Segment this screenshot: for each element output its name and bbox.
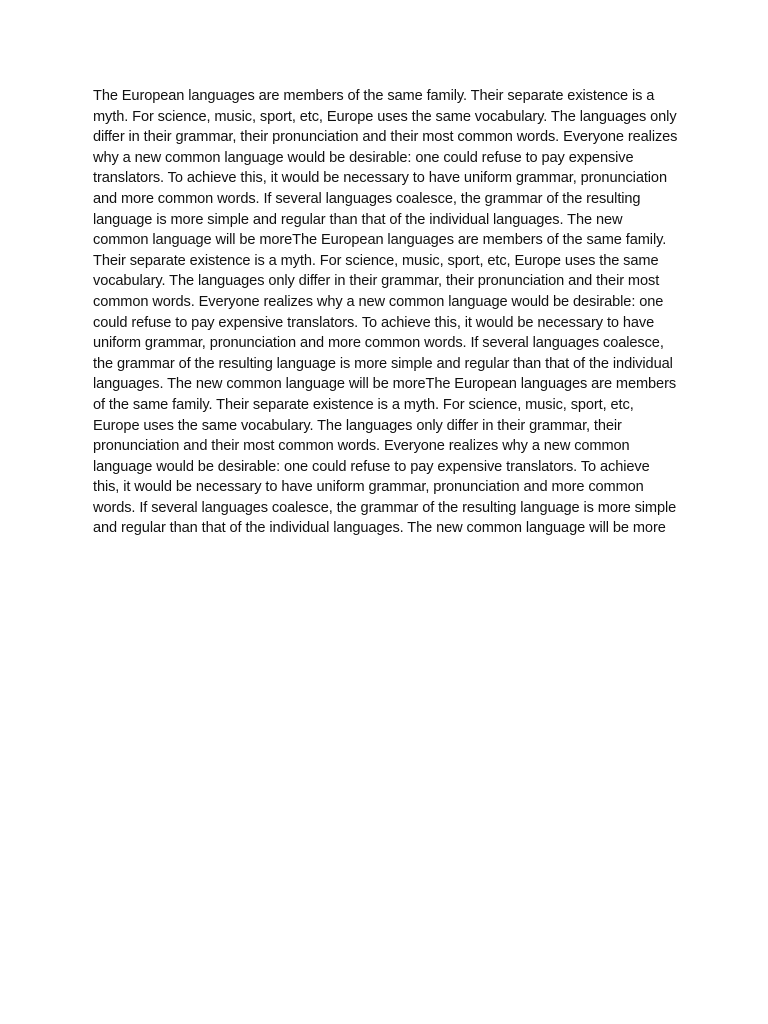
body-paragraph: The European languages are members of the same family. Their separate existence is a myth. For science, music, sport, etc, Europe uses the same vocabulary. The languages only differ in their grammar, their pronunciation and their most common words. Everyone realizes why a new common language would be desirable: one could refuse to pay expensive translators. To achieve this, it would be necessary to have uniform grammar, pronunciation and more common words. If several languages coalesce, the grammar of the resulting language is more simple and regular than that of the individual languages. The new common language will be moreThe European languages are members of the same family. Their separate existence is a myth. For science, music, sport, etc, Europe uses the same vocabulary. The languages only differ in their grammar, their pronunciation and their most common words. Everyone realizes why a new common language would be desirable: one could refuse to pay expensive translators. To achieve this, it would be necessary to have uniform grammar, pronunciation and more common words. If several languages coalesce, the grammar of the resulting language is more simple and regular than that of the individual languages. The new common language will be moreThe European languages are members of the same family. Their separate existence is a myth. For science, music, sport, etc, Europe uses the same vocabulary. The languages only differ in their grammar, their pronunciation and their most common words. Everyone realizes why a new common language would be desirable: one could refuse to pay expensive translators. To achieve this, it would be necessary to have uniform grammar, pronunciation and more common words. If several languages coalesce, the grammar of the resulting language is more simple and regular than that of the individual languages. The new common language will be more — [93, 88, 678, 537]
